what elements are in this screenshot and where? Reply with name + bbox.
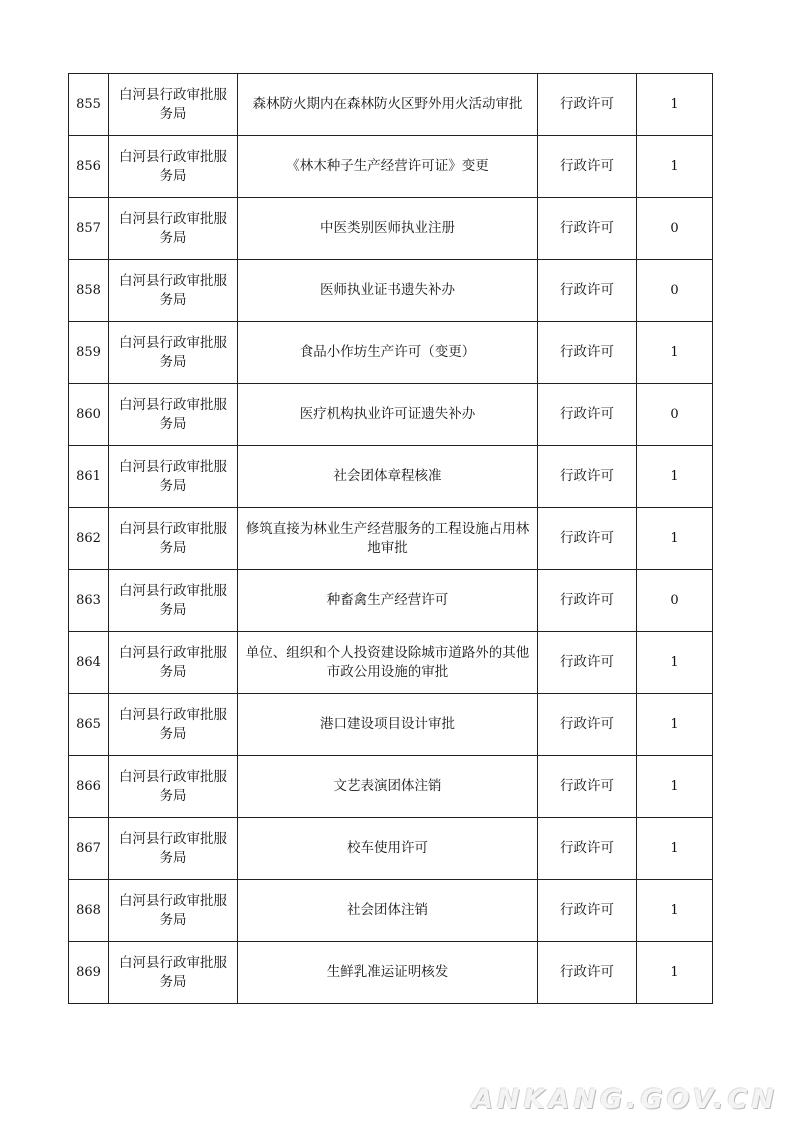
item-type-cell: 行政许可 [538, 508, 637, 570]
count-cell: 1 [637, 694, 713, 756]
row-number: 868 [69, 880, 109, 942]
item-name-cell: 社会团体章程核准 [238, 446, 538, 508]
count-cell: 1 [637, 942, 713, 1004]
item-name-cell: 中医类别医师执业注册 [238, 198, 538, 260]
row-number: 863 [69, 570, 109, 632]
row-number: 858 [69, 260, 109, 322]
department-cell: 白河县行政审批服务局 [109, 570, 238, 632]
table-row [69, 322, 713, 384]
table-row [69, 136, 713, 198]
row-number: 869 [69, 942, 109, 1004]
table-row [69, 446, 713, 508]
department-cell: 白河县行政审批服务局 [109, 818, 238, 880]
item-name-cell: 校车使用许可 [238, 818, 538, 880]
row-number: 860 [69, 384, 109, 446]
department-cell: 白河县行政审批服务局 [109, 74, 238, 136]
table-row [69, 74, 713, 136]
table-row [69, 756, 713, 818]
item-name-cell: 种畜禽生产经营许可 [238, 570, 538, 632]
count-cell: 1 [637, 818, 713, 880]
table-row [69, 570, 713, 632]
department-cell: 白河县行政审批服务局 [109, 694, 238, 756]
item-type-cell: 行政许可 [538, 74, 637, 136]
table-row [69, 384, 713, 446]
count-cell: 0 [637, 384, 713, 446]
count-cell: 1 [637, 880, 713, 942]
count-cell: 1 [637, 74, 713, 136]
table-body [69, 74, 713, 1004]
count-cell: 0 [637, 260, 713, 322]
item-name-cell: 《林木种子生产经营许可证》变更 [238, 136, 538, 198]
item-type-cell: 行政许可 [538, 322, 637, 384]
item-name-cell: 文艺表演团体注销 [238, 756, 538, 818]
approval-table-container [68, 73, 712, 1004]
item-name-cell: 港口建设项目设计审批 [238, 694, 538, 756]
item-type-cell: 行政许可 [538, 694, 637, 756]
table-row [69, 260, 713, 322]
row-number: 861 [69, 446, 109, 508]
item-name-cell: 生鲜乳准运证明核发 [238, 942, 538, 1004]
table-row [69, 694, 713, 756]
count-cell: 1 [637, 632, 713, 694]
department-cell: 白河县行政审批服务局 [109, 260, 238, 322]
department-cell: 白河县行政审批服务局 [109, 322, 238, 384]
department-cell: 白河县行政审批服务局 [109, 384, 238, 446]
department-cell: 白河县行政审批服务局 [109, 632, 238, 694]
item-type-cell: 行政许可 [538, 570, 637, 632]
row-number: 862 [69, 508, 109, 570]
department-cell: 白河县行政审批服务局 [109, 446, 238, 508]
item-name-cell: 医师执业证书遗失补办 [238, 260, 538, 322]
department-cell: 白河县行政审批服务局 [109, 198, 238, 260]
count-cell: 1 [637, 446, 713, 508]
item-type-cell: 行政许可 [538, 818, 637, 880]
department-cell: 白河县行政审批服务局 [109, 880, 238, 942]
item-type-cell: 行政许可 [538, 632, 637, 694]
item-name-cell: 食品小作坊生产许可（变更） [238, 322, 538, 384]
row-number: 866 [69, 756, 109, 818]
item-type-cell: 行政许可 [538, 880, 637, 942]
table-row [69, 508, 713, 570]
row-number: 857 [69, 198, 109, 260]
item-type-cell: 行政许可 [538, 260, 637, 322]
row-number: 864 [69, 632, 109, 694]
row-number: 855 [69, 74, 109, 136]
department-cell: 白河县行政审批服务局 [109, 942, 238, 1004]
item-type-cell: 行政许可 [538, 198, 637, 260]
item-type-cell: 行政许可 [538, 384, 637, 446]
table-row [69, 632, 713, 694]
item-name-cell: 修筑直接为林业生产经营服务的工程设施占用林地审批 [238, 508, 538, 570]
site-watermark: ANKANG.GOV.CN [472, 1084, 778, 1115]
count-cell: 1 [637, 322, 713, 384]
table-row [69, 880, 713, 942]
count-cell: 1 [637, 136, 713, 198]
count-cell: 1 [637, 756, 713, 818]
row-number: 865 [69, 694, 109, 756]
row-number: 867 [69, 818, 109, 880]
item-type-cell: 行政许可 [538, 756, 637, 818]
item-type-cell: 行政许可 [538, 446, 637, 508]
department-cell: 白河县行政审批服务局 [109, 756, 238, 818]
item-type-cell: 行政许可 [538, 136, 637, 198]
item-name-cell: 单位、组织和个人投资建设除城市道路外的其他市政公用设施的审批 [238, 632, 538, 694]
approval-items-table [68, 73, 713, 1004]
item-type-cell: 行政许可 [538, 942, 637, 1004]
table-row [69, 198, 713, 260]
count-cell: 0 [637, 570, 713, 632]
table-row [69, 818, 713, 880]
item-name-cell: 医疗机构执业许可证遗失补办 [238, 384, 538, 446]
department-cell: 白河县行政审批服务局 [109, 508, 238, 570]
table-row [69, 942, 713, 1004]
item-name-cell: 社会团体注销 [238, 880, 538, 942]
count-cell: 1 [637, 508, 713, 570]
item-name-cell: 森林防火期内在森林防火区野外用火活动审批 [238, 74, 538, 136]
department-cell: 白河县行政审批服务局 [109, 136, 238, 198]
count-cell: 0 [637, 198, 713, 260]
row-number: 856 [69, 136, 109, 198]
row-number: 859 [69, 322, 109, 384]
